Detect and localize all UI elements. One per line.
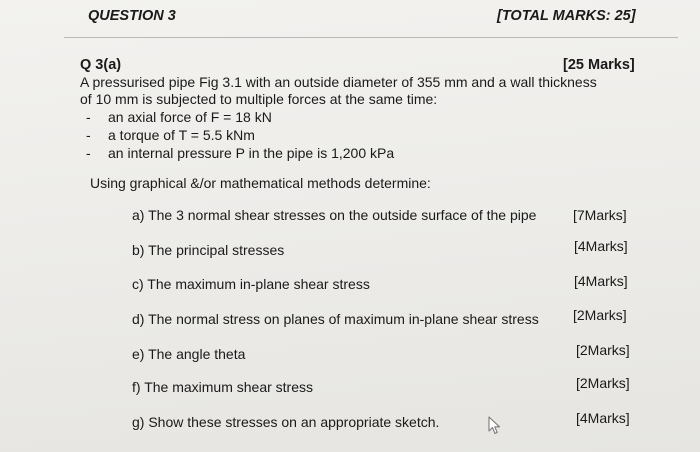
bullet-axial-force: an axial force of F = 18 kN bbox=[108, 109, 272, 125]
item-g-text: g) Show these stresses on an appropriate sketch. bbox=[132, 414, 440, 430]
question-part-label: Q 3(a) bbox=[80, 57, 122, 73]
item-d-marks: [2Marks] bbox=[573, 307, 627, 323]
intro-line-2: of 10 mm is subjected to multiple forces at the same time: bbox=[80, 91, 438, 107]
item-b-marks: [4Marks] bbox=[574, 238, 628, 254]
question-part-marks: [25 Marks] bbox=[563, 57, 635, 73]
item-d-text: d) The normal stress on planes of maximum in-plane shear stress bbox=[132, 311, 539, 327]
item-e-marks: [2Marks] bbox=[576, 342, 630, 358]
instruction-text: Using graphical &/or mathematical methods determine: bbox=[90, 175, 431, 191]
intro-line-1: A pressurised pipe Fig 3.1 with an outside diameter of 355 mm and a wall thickness bbox=[80, 74, 597, 90]
header-divider bbox=[64, 37, 678, 38]
item-c-text: c) The maximum in-plane shear stress bbox=[132, 276, 370, 292]
item-e-text: e) The angle theta bbox=[132, 346, 246, 362]
item-b-text: b) The principal stresses bbox=[132, 242, 285, 258]
bullet-marker: - bbox=[86, 127, 91, 143]
mouse-pointer-icon bbox=[487, 416, 503, 436]
bullet-internal-pressure: an internal pressure P in the pipe is 1,200 kPa bbox=[108, 145, 395, 161]
item-g-marks: [4Marks] bbox=[576, 410, 630, 426]
bullet-torque: a torque of T = 5.5 kNm bbox=[108, 127, 255, 143]
total-marks: [TOTAL MARKS: 25] bbox=[497, 8, 636, 24]
question-heading: QUESTION 3 bbox=[88, 8, 176, 24]
item-c-marks: [4Marks] bbox=[574, 273, 628, 289]
item-a-marks: [7Marks] bbox=[573, 207, 627, 223]
bullet-marker: - bbox=[86, 145, 91, 161]
item-f-marks: [2Marks] bbox=[576, 375, 630, 391]
item-f-text: f) The maximum shear stress bbox=[132, 379, 314, 395]
item-a-text: a) The 3 normal shear stresses on the outside surface of the pipe bbox=[132, 207, 537, 223]
bullet-marker: - bbox=[86, 109, 91, 125]
